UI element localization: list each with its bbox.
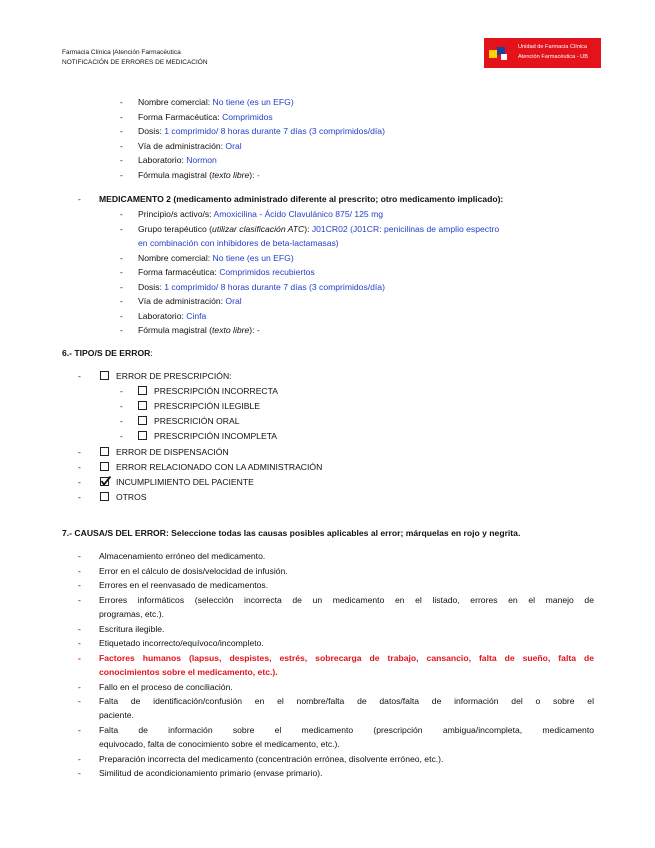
- dash: -: [120, 311, 123, 321]
- checkbox-icon[interactable]: [138, 386, 147, 395]
- checkbox-prescripcion[interactable]: ERROR DE PRESCRIPCIÓN:: [100, 370, 232, 382]
- dash: -: [78, 194, 81, 204]
- logo-text-1: Unidad de Farmacia Clínica: [518, 44, 588, 50]
- dash: -: [78, 477, 81, 487]
- dash: -: [78, 462, 81, 472]
- cause-item: Preparación incorrecta del medicamento (concentración errónea, disolvente erróneo, etc.).: [99, 754, 444, 764]
- med2-grupo-cont: en combinación con inhibidores de beta-lactamasas): [138, 238, 339, 248]
- med2-grupo: Grupo terapéutico (utilizar clasificación ATC): J01CR02 (J01CR: penicilinas de amplio espectro: [138, 224, 500, 234]
- section6-title: 6.- TIPO/S DE ERROR:: [62, 348, 153, 358]
- dash: -: [78, 653, 81, 663]
- checkbox-icon[interactable]: [100, 447, 109, 456]
- dash: -: [78, 580, 81, 590]
- cause-item: Escritura ilegible.: [99, 624, 165, 634]
- dash: -: [78, 754, 81, 764]
- dash: -: [120, 325, 123, 335]
- cause-item: Falta de identificación/confusión en el nombre/falta de datos/falta de información del o sobre el: [99, 696, 594, 706]
- cause-item: Almacenamiento erróneo del medicamento.: [99, 551, 266, 561]
- checkbox-icon[interactable]: [100, 462, 109, 471]
- dash: -: [78, 595, 81, 605]
- checkbox-administracion[interactable]: ERROR RELACIONADO CON LA ADMINISTRACIÓN: [100, 461, 322, 473]
- checkbox-icon[interactable]: [138, 401, 147, 410]
- dash: -: [120, 267, 123, 277]
- dash: -: [120, 141, 123, 151]
- checkbox-dispensacion[interactable]: ERROR DE DISPENSACIÓN: [100, 446, 229, 458]
- logo-text-2: Atención Farmacéutica - UB: [518, 54, 588, 60]
- dash: -: [78, 725, 81, 735]
- dash: -: [120, 386, 123, 396]
- header-line2: NOTIFICACIÓN DE ERRORES DE MEDICACIÓN: [62, 59, 208, 66]
- dash: -: [120, 431, 123, 441]
- dash: -: [120, 416, 123, 426]
- med1-item: Forma Farmacéutica: Comprimidos: [138, 112, 273, 122]
- logo-mark-icon: [488, 44, 510, 62]
- cause-item-cont: equivocado, falta de conocimiento sobre el medicamento, etc.).: [99, 739, 340, 749]
- dash: -: [120, 209, 123, 219]
- dash: -: [120, 401, 123, 411]
- cause-item-selected-cont: conocimientos sobre el medicamento, etc.).: [99, 667, 278, 677]
- cause-item: Falta de información sobre el medicamento (prescripción ambigua/incompleta, medicamento: [99, 725, 594, 735]
- checked-checkbox-icon[interactable]: [100, 476, 111, 486]
- cause-item: Errores en el reenvasado de medicamentos.: [99, 580, 269, 590]
- checkbox-otros[interactable]: OTROS: [100, 491, 147, 503]
- med2-item: Laboratorio: Cinfa: [138, 311, 207, 321]
- checkbox-incumplimiento[interactable]: INCUMPLIMIENTO DEL PACIENTE: [100, 476, 254, 488]
- checkbox-icon[interactable]: [138, 416, 147, 425]
- checkbox-prescripcion-incorrecta[interactable]: PRESCRIPCIÓN INCORRECTA: [138, 385, 278, 397]
- dash: -: [120, 296, 123, 306]
- cause-item: Etiquetado incorrecto/equívoco/incompleto.: [99, 638, 264, 648]
- med2-title: MEDICAMENTO 2 (medicamento administrado diferente al prescrito; otro medicamento implicado):: [99, 194, 504, 204]
- dash: -: [78, 447, 81, 457]
- cause-item-selected: Factores humanos (lapsus, despistes, estrés, sobrecarga de trabajo, cansancio, falta de sueño, falta de: [99, 653, 594, 663]
- cause-item: Similitud de acondicionamiento primario (envase primario).: [99, 768, 323, 778]
- dash: -: [120, 170, 123, 180]
- unit-logo: [484, 38, 601, 68]
- cause-item: Fallo en el proceso de conciliación.: [99, 682, 233, 692]
- med2-item: Vía de administración: Oral: [138, 296, 242, 306]
- section7-title: 7.- CAUSA/S DEL ERROR: Seleccione todas las causas posibles aplicables al error; márquelas en rojo y negrita.: [62, 528, 521, 538]
- med1-formula: Fórmula magistral (texto libre): -: [138, 170, 260, 180]
- med2-item: Forma farmacéutica: Comprimidos recubiertos: [138, 267, 315, 277]
- med1-item: Dosis: 1 comprimido/ 8 horas durante 7 días (3 comprimidos/día): [138, 126, 385, 136]
- document-header: [62, 48, 208, 68]
- cause-item: Error en el cálculo de dosis/velocidad de infusión.: [99, 566, 288, 576]
- med1-item: Laboratorio: Normon: [138, 155, 217, 165]
- med2-item: Dosis: 1 comprimido/ 8 horas durante 7 días (3 comprimidos/día): [138, 282, 385, 292]
- dash: -: [78, 768, 81, 778]
- med2-principio: Principio/s activo/s: Amoxicilina - Ácido Clavulánico 875/ 125 mg: [138, 209, 384, 219]
- dash: -: [78, 551, 81, 561]
- dash: -: [78, 371, 81, 381]
- cause-item: Errores informáticos (selección incorrecta de un medicamento en el listado, errores en el manejo de: [99, 595, 594, 605]
- med1-item: Nombre comercial: No tiene (es un EFG): [138, 97, 294, 107]
- med1-item: Vía de administración: Oral: [138, 141, 242, 151]
- header-line1: Farmacia Clínica |Atención Farmacéutica: [62, 49, 181, 56]
- dash: -: [120, 97, 123, 107]
- cause-item-cont: paciente.: [99, 710, 134, 720]
- dash: -: [78, 624, 81, 634]
- cause-item-cont: programas, etc.).: [99, 609, 164, 619]
- dash: -: [120, 155, 123, 165]
- dash: -: [120, 282, 123, 292]
- med2-formula: Fórmula magistral (texto libre): -: [138, 325, 260, 335]
- dash: -: [78, 696, 81, 706]
- checkbox-prescripcion-incompleta[interactable]: PRESCRIPCIÓN INCOMPLETA: [138, 430, 277, 442]
- dash: -: [120, 126, 123, 136]
- med2-item: Nombre comercial: No tiene (es un EFG): [138, 253, 294, 263]
- checkbox-icon[interactable]: [100, 492, 109, 501]
- dash: -: [78, 682, 81, 692]
- dash: -: [78, 638, 81, 648]
- dash: -: [120, 112, 123, 122]
- dash: -: [120, 253, 123, 263]
- dash: -: [78, 566, 81, 576]
- checkbox-prescripcion-oral[interactable]: PRESCRICIÓN ORAL: [138, 415, 239, 427]
- checkbox-prescripcion-ilegible[interactable]: PRESCRIPCIÓN ILEGIBLE: [138, 400, 260, 412]
- checkbox-icon[interactable]: [138, 431, 147, 440]
- dash: -: [120, 224, 123, 234]
- checkbox-icon[interactable]: [100, 371, 109, 380]
- dash: -: [78, 492, 81, 502]
